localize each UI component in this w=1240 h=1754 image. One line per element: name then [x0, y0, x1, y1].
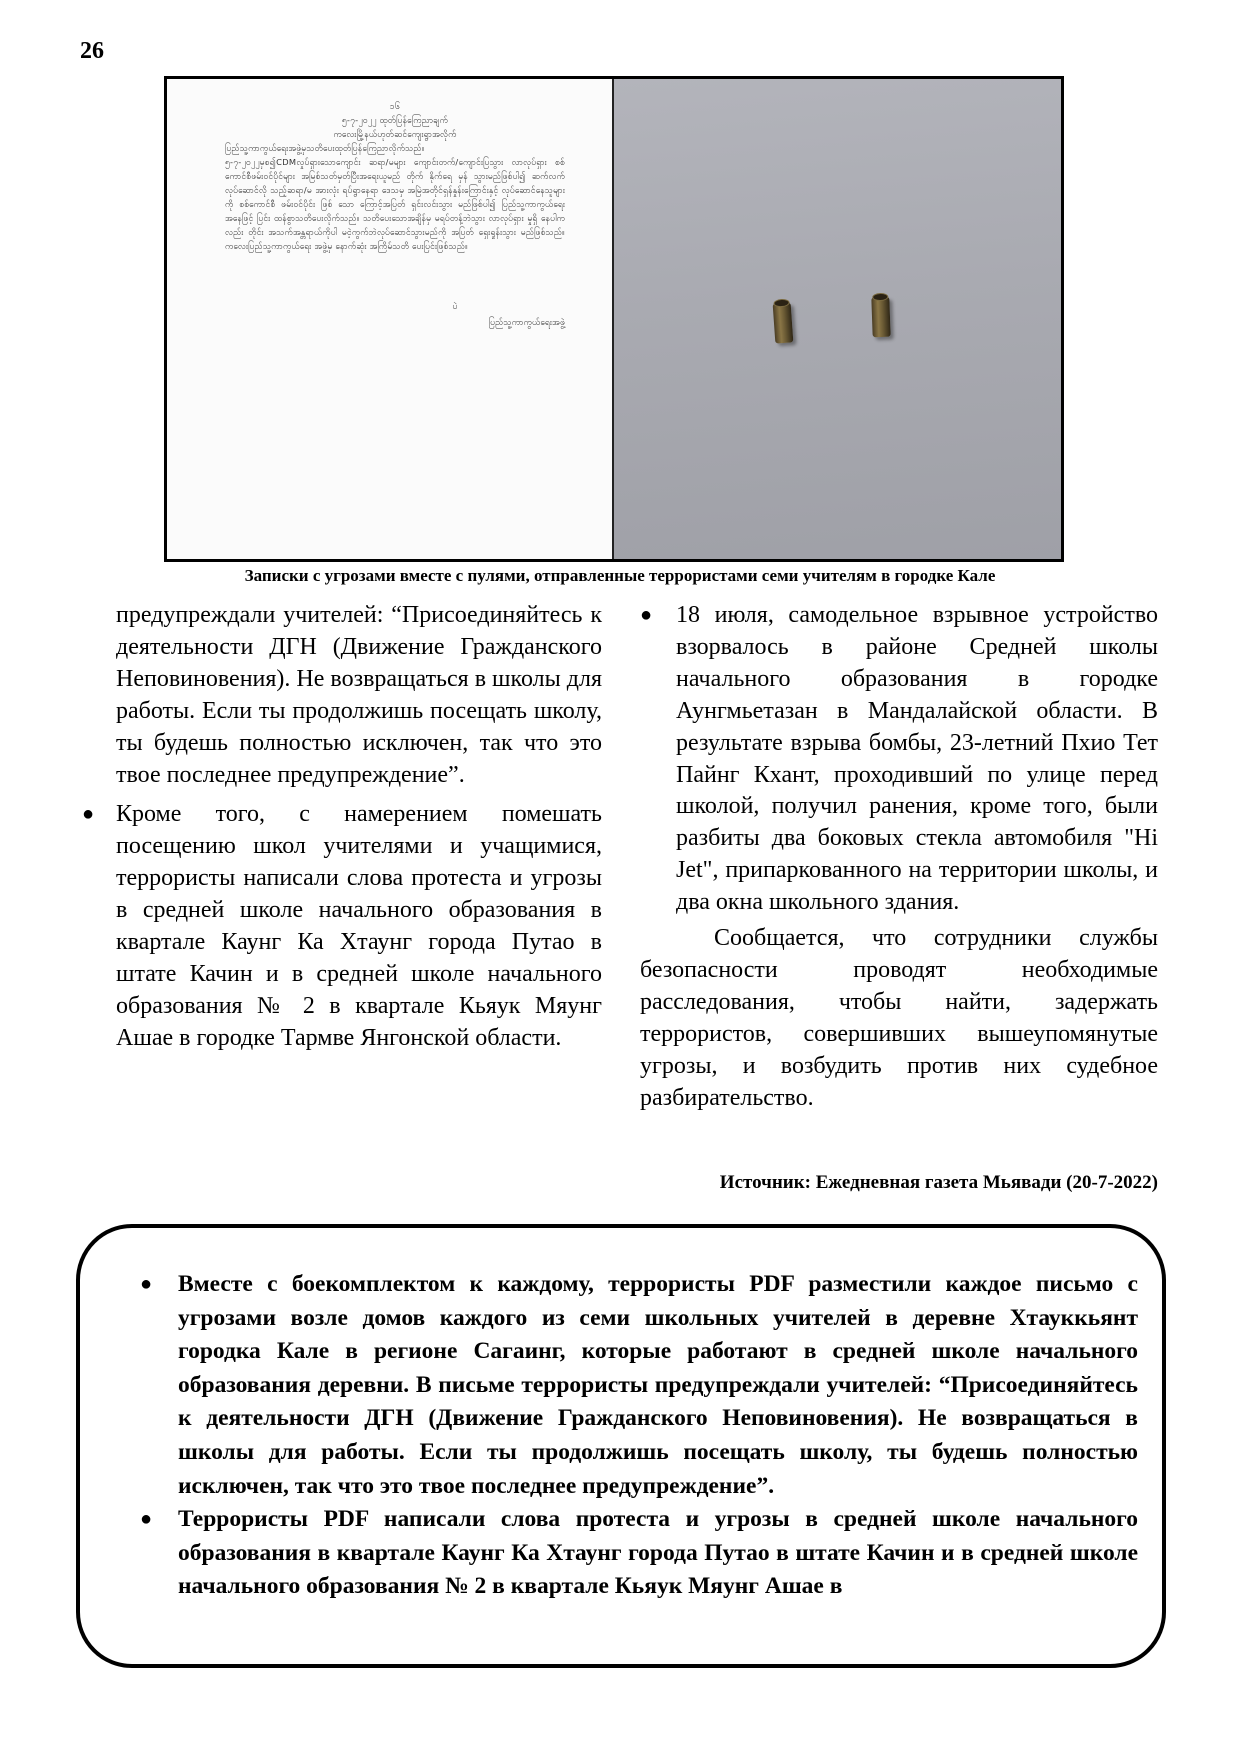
summary-text: Террористы PDF написали слова протеста и угрозы в средней школе начального образования в квартале Каунг Ка Хтаунг города Путао в штате Качин и в средней школе начального образования № 2 в квартале Кьяук Мяунг Ашае в: [178, 1506, 1138, 1600]
bullet-shell: [871, 297, 890, 338]
threat-letter-text: [225, 99, 565, 329]
bullet-shells-photo: [614, 79, 1061, 559]
figure-caption: Записки с угрозами вместе с пулями, отправленные террористами семи учителям в городке Кале: [244, 566, 996, 585]
letter-line: ပြည်သူ့ကာကွယ်ရေးအဖွဲ့မှသတိပေးထုတ်ပြန်ကြေညာလိုက်သည်။: [225, 143, 425, 153]
bullet-icon: ●: [140, 1273, 153, 1295]
summary-list: [140, 1268, 1138, 1604]
bullet-icon: ●: [140, 1508, 153, 1531]
summary-box: [76, 1224, 1166, 1668]
letter-line: ၅-၇-၂၀၂၂မှစ၍CDMလှုပ်ရှားသောကျောင်း ဆရာ/မများ ကျောင်းတက်/ကျောင်းပြသွား လာလုပ်ရှား စစ်ကောင်စီဖမ်းဝင်ပိုင်များ အမြစ်သတ်မှတ်ပြီးအရေးယူမည် တိုက် နိုက်ရေ မှန် သွားမည်ဖြစ်ပါ၍ ဆက်လက်လုပ်ဆောင်လို သည့်ဆရာ/မ အားလုံး ရပ်ရွာနေရာ ဒေသမှ အမြဲအတိုင်ရှန်နှုန်းကြောင်းနှင့် လုပ်ဆောင်နေသူများကို စစ်ကောင်စီ ဖမ်းဝင်ပိုင်း ဖြစ် သော ကြောင့်အပြတ် ရှင်းလင်းသွား မည်ဖြစ်ပါ၍ ပြည်သူ့ကာကွယ်ရေး အနေဖြင့် ပြင်း ထန်စွာသတိပေးလိုက်သည်။ သတိပေးသောအချိန်မှ မရပ်တန့်ဘဲသွား လာလုပ်ရှား မှုရှိ နေပါကလည်း တိုင်း အသက်အန္တရာယ်ကိုပါ မငဲ့ကွက်ဘဲလုပ်ဆောင်သွားမည်ကို အပြတ် ရှေးရှုန်းသွား မည်ဖြစ်သည်။ ကလေးပြည်သူ့ကာကွယ်ရေး အဖွဲ့မှ နောက်ဆုံး အကြိမ်သတိ ပေးပြင်းဖြစ်သည်။: [225, 157, 565, 251]
bullet-icon: ●: [640, 604, 653, 626]
summary-item: [140, 1503, 1138, 1604]
letter-line: ၅-၇-၂၀၂၂ ထုတ်ပြန်ကြေညာချက်: [341, 115, 449, 125]
threat-letter-photo: [167, 79, 614, 559]
figure: [164, 76, 1064, 562]
page-number: 26: [80, 38, 104, 64]
paragraph: Сообщается, что сотрудники службы безопасности проводят необходимые расследования, чтобы найти, задержать террористов, совершивших вышеупомянутые угрозы, и возбудить против них судебное разбирательство.: [640, 925, 1158, 1111]
bullet-item: [82, 799, 602, 1054]
source-citation: Источник: Ежедневная газета Мьявади (20-7-2022): [719, 1172, 1158, 1193]
bullet-text: Кроме того, с намерением помешать посещению школ учителями и учащимися, террористы написали слова протеста и угрозы в средней школе начального образования в квартале Каунг Ка Хтаунг города Путао в штате Качин и в средней школе начального образования № 2 в квартале Кьяук Мяунг Ашае в городке Тармве Янгонской области.: [116, 801, 602, 1051]
summary-item: [140, 1268, 1138, 1503]
bullet-shell: [773, 302, 794, 343]
left-column: [82, 600, 602, 1055]
letter-line: ၁၆: [390, 101, 400, 111]
right-column: [640, 600, 1158, 1115]
summary-text: Вместе с боекомплектом к каждому, террористы PDF разместили каждое письмо с угрозами возле домов каждого из семи школьных учителей в деревне Хтауккьянт городка Кале в регионе Сагаинг, которые работают в средней школе начального образования деревни. В письме террористы предупреждали учителей: “Присоединяйтесь к деятельности ДГН (Движение Гражданского Неповиновения). Не возвращаться в школы для работы. Если ты продолжишь посещать школу, ты будешь полностью исключен, так что это твое последнее предупреждение”.: [178, 1271, 1138, 1499]
bullet-icon: ●: [82, 803, 95, 826]
letter-line: ကလေးမြို့နယ်ဟုတ်ဆင်ကျေးရွာအလိုက်: [333, 129, 457, 139]
letter-line: ပဲ: [452, 301, 458, 311]
letter-signature: ပြည်သူ့ကာကွယ်ရေးအဖွဲ့: [488, 317, 565, 327]
paragraph: предупреждали учителей: “Присоединяйтесь к деятельности ДГН (Движение Гражданского Неповиновения). Не возвращаться в школы для работы. Если ты продолжишь посещать школу, ты будешь полностью исключен, так что это твое последнее предупреждение”.: [116, 602, 602, 788]
bullet-text: 18 июля, самодельное взрывное устройство взорвалось в районе Средней школы начального образования в городке Аунгмьетазан в Мандалайской области. В результате взрыва бомбы, 23-летний Пхио Тет Пайнг Кхант, проходивший по улице перед школой, получил ранения, кроме того, были разбиты два боковых стекла автомобиля "Hi Jet", припаркованного на территории школы, и два окна школьного здания.: [676, 602, 1158, 916]
bullet-item: [640, 600, 1158, 919]
